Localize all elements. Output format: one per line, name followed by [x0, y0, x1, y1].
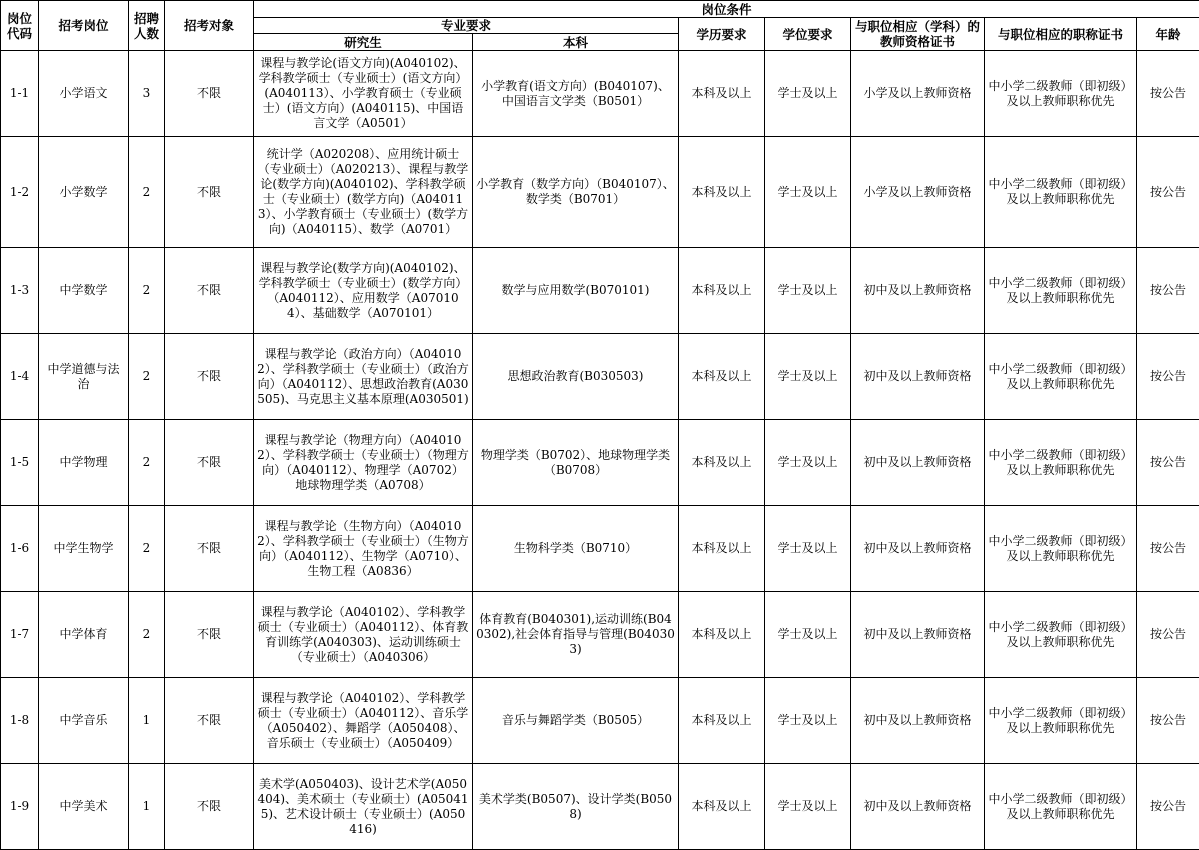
- cell-target: 不限: [165, 137, 254, 248]
- header-code: 岗位代码: [1, 1, 39, 51]
- table-row: [1, 248, 1199, 334]
- cell-title: 中小学二级教师（即初级）及以上教师职称优先: [985, 248, 1137, 334]
- cell-degree: 学士及以上: [765, 248, 851, 334]
- cell-grad-major: 课程与教学论（生物方向）（A040102）、学科教学硕士（专业硕士）（生物方向）（A040112）、生物学（A0710）、生物工程（A0836）: [254, 506, 473, 592]
- cell-post: 中学体育: [39, 592, 129, 678]
- cell-post: 小学数学: [39, 137, 129, 248]
- cell-age: 按公告: [1137, 506, 1199, 592]
- header-undergrad: 本科: [473, 34, 679, 51]
- cell-education: 本科及以上: [679, 506, 765, 592]
- cell-count: 1: [129, 678, 165, 764]
- cell-age: 按公告: [1137, 764, 1199, 850]
- cell-education: 本科及以上: [679, 51, 765, 137]
- header-degree: 学位要求: [765, 18, 851, 51]
- cell-undergrad-major: 美术学类(B0507)、设计学类(B0508): [473, 764, 679, 850]
- header-title: 与职位相应的职称证书: [985, 18, 1137, 51]
- cell-count: 1: [129, 764, 165, 850]
- cell-cert: 初中及以上教师资格: [851, 592, 985, 678]
- cell-count: 3: [129, 51, 165, 137]
- cell-undergrad-major: 数学与应用数学(B070101): [473, 248, 679, 334]
- cell-undergrad-major: 音乐与舞蹈学类（B0505）: [473, 678, 679, 764]
- cell-cert: 初中及以上教师资格: [851, 678, 985, 764]
- cell-target: 不限: [165, 592, 254, 678]
- cell-post: 中学物理: [39, 420, 129, 506]
- header-post: 招考岗位: [39, 1, 129, 51]
- cell-cert: 小学及以上教师资格: [851, 137, 985, 248]
- cell-post: 中学道德与法治: [39, 334, 129, 420]
- cell-degree: 学士及以上: [765, 764, 851, 850]
- cell-title: 中小学二级教师（即初级）及以上教师职称优先: [985, 764, 1137, 850]
- cell-undergrad-major: 小学教育（数学方向）（B040107）、数学类（B0701）: [473, 137, 679, 248]
- cell-code: 1-6: [1, 506, 39, 592]
- cell-education: 本科及以上: [679, 592, 765, 678]
- cell-title: 中小学二级教师（即初级）及以上教师职称优先: [985, 506, 1137, 592]
- cell-grad-major: 课程与教学论（A040102）、学科教学硕士（专业硕士）（A040112）、音乐学（A050402）、舞蹈学（A050408）、音乐硕士（专业硕士）（A050409）: [254, 678, 473, 764]
- cell-age: 按公告: [1137, 51, 1199, 137]
- cell-post: 中学美术: [39, 764, 129, 850]
- cell-target: 不限: [165, 420, 254, 506]
- header-grad: 研究生: [254, 34, 473, 51]
- cell-cert: 初中及以上教师资格: [851, 248, 985, 334]
- cell-code: 1-1: [1, 51, 39, 137]
- cell-code: 1-9: [1, 764, 39, 850]
- cell-education: 本科及以上: [679, 334, 765, 420]
- cell-education: 本科及以上: [679, 420, 765, 506]
- cell-degree: 学士及以上: [765, 420, 851, 506]
- table-row: [1, 764, 1199, 850]
- cell-count: 2: [129, 506, 165, 592]
- cell-cert: 初中及以上教师资格: [851, 764, 985, 850]
- cell-degree: 学士及以上: [765, 334, 851, 420]
- cell-count: 2: [129, 334, 165, 420]
- cell-education: 本科及以上: [679, 137, 765, 248]
- cell-undergrad-major: 生物科学类（B0710）: [473, 506, 679, 592]
- cell-grad-major: 课程与教学论（政治方向）（A040102）、学科教学硕士（专业硕士）（政治方向）（A040112）、思想政治教育(A030505)、马克思主义基本原理(A030501): [254, 334, 473, 420]
- table-row: [1, 678, 1199, 764]
- cell-age: 按公告: [1137, 248, 1199, 334]
- cell-education: 本科及以上: [679, 678, 765, 764]
- cell-degree: 学士及以上: [765, 137, 851, 248]
- cell-grad-major: 课程与教学论（物理方向）（A040102）、学科教学硕士（专业硕士）（物理方向）（A040112）、物理学（A0702）地球物理学类（A0708）: [254, 420, 473, 506]
- cell-target: 不限: [165, 678, 254, 764]
- cell-count: 2: [129, 592, 165, 678]
- cell-cert: 初中及以上教师资格: [851, 506, 985, 592]
- cell-undergrad-major: 物理学类（B0702）、地球物理学类（B0708）: [473, 420, 679, 506]
- cell-grad-major: 课程与教学论(语文方向)(A040102)、学科教学硕士（专业硕士）(语文方向）(A040113）、小学教育硕士（专业硕士）(语文方向）(A040115)、中国语言文学（A0501）: [254, 51, 473, 137]
- cell-degree: 学士及以上: [765, 506, 851, 592]
- cell-title: 中小学二级教师（即初级）及以上教师职称优先: [985, 592, 1137, 678]
- cell-age: 按公告: [1137, 137, 1199, 248]
- cell-target: 不限: [165, 334, 254, 420]
- table-row: [1, 506, 1199, 592]
- table-row: [1, 592, 1199, 678]
- cell-target: 不限: [165, 248, 254, 334]
- cell-code: 1-7: [1, 592, 39, 678]
- table-row: [1, 420, 1199, 506]
- cell-title: 中小学二级教师（即初级）及以上教师职称优先: [985, 137, 1137, 248]
- cell-grad-major: 课程与教学论(数学方向)(A040102)、学科教学硕士（专业硕士）(数学方向）（A040112）、应用数学（A070104）、基础数学（A070101）: [254, 248, 473, 334]
- cell-target: 不限: [165, 51, 254, 137]
- cell-age: 按公告: [1137, 592, 1199, 678]
- table-row: [1, 334, 1199, 420]
- cell-post: 中学音乐: [39, 678, 129, 764]
- cell-post: 中学数学: [39, 248, 129, 334]
- cell-grad-major: 统计学（A020208）、应用统计硕士（专业硕士）（A020213）、课程与教学论(数学方向)(A040102)、学科教学硕士（专业硕士）(数学方向)（A040113）、小学教育硕士（专业硕士）(数学方向)（A040115）、数学（A0701）: [254, 137, 473, 248]
- cell-code: 1-2: [1, 137, 39, 248]
- cell-grad-major: 课程与教学论（A040102）、学科教学硕士（专业硕士）（A040112）、体育教育训练学(A040303)、运动训练硕士（专业硕士）（A040306）: [254, 592, 473, 678]
- table-row: [1, 137, 1199, 248]
- header-conditions: 岗位条件: [254, 1, 1199, 18]
- cell-age: 按公告: [1137, 334, 1199, 420]
- cell-title: 中小学二级教师（即初级）及以上教师职称优先: [985, 678, 1137, 764]
- cell-target: 不限: [165, 764, 254, 850]
- cell-cert: 初中及以上教师资格: [851, 334, 985, 420]
- header-age: 年龄: [1137, 18, 1199, 51]
- cell-title: 中小学二级教师（即初级）及以上教师职称优先: [985, 51, 1137, 137]
- cell-cert: 小学及以上教师资格: [851, 51, 985, 137]
- cell-undergrad-major: 小学教育(语文方向）(B040107)、中国语言文学类（B0501）: [473, 51, 679, 137]
- cell-education: 本科及以上: [679, 764, 765, 850]
- cell-code: 1-3: [1, 248, 39, 334]
- cell-count: 2: [129, 137, 165, 248]
- cell-code: 1-8: [1, 678, 39, 764]
- cell-count: 2: [129, 248, 165, 334]
- header-education: 学历要求: [679, 18, 765, 51]
- cell-title: 中小学二级教师（即初级）及以上教师职称优先: [985, 334, 1137, 420]
- cell-degree: 学士及以上: [765, 51, 851, 137]
- cell-degree: 学士及以上: [765, 678, 851, 764]
- table-row: [1, 51, 1199, 137]
- cell-post: 中学生物学: [39, 506, 129, 592]
- cell-undergrad-major: 体育教育(B040301),运动训练(B040302),社会体育指导与管理(B040303): [473, 592, 679, 678]
- cell-post: 小学语文: [39, 51, 129, 137]
- cell-cert: 初中及以上教师资格: [851, 420, 985, 506]
- header-major: 专业要求: [254, 18, 679, 34]
- cell-degree: 学士及以上: [765, 592, 851, 678]
- header-cert: 与职位相应（学科）的教师资格证书: [851, 18, 985, 51]
- cell-grad-major: 美术学(A050403)、设计艺术学(A050404)、美术硕士（专业硕士）(A050415)、艺术设计硕士（专业硕士）(A050416): [254, 764, 473, 850]
- cell-title: 中小学二级教师（即初级）及以上教师职称优先: [985, 420, 1137, 506]
- cell-age: 按公告: [1137, 420, 1199, 506]
- header-count: 招聘人数: [129, 1, 165, 51]
- cell-target: 不限: [165, 506, 254, 592]
- cell-education: 本科及以上: [679, 248, 765, 334]
- cell-code: 1-4: [1, 334, 39, 420]
- cell-code: 1-5: [1, 420, 39, 506]
- header-target: 招考对象: [165, 1, 254, 51]
- cell-age: 按公告: [1137, 678, 1199, 764]
- cell-undergrad-major: 思想政治教育(B030503): [473, 334, 679, 420]
- cell-count: 2: [129, 420, 165, 506]
